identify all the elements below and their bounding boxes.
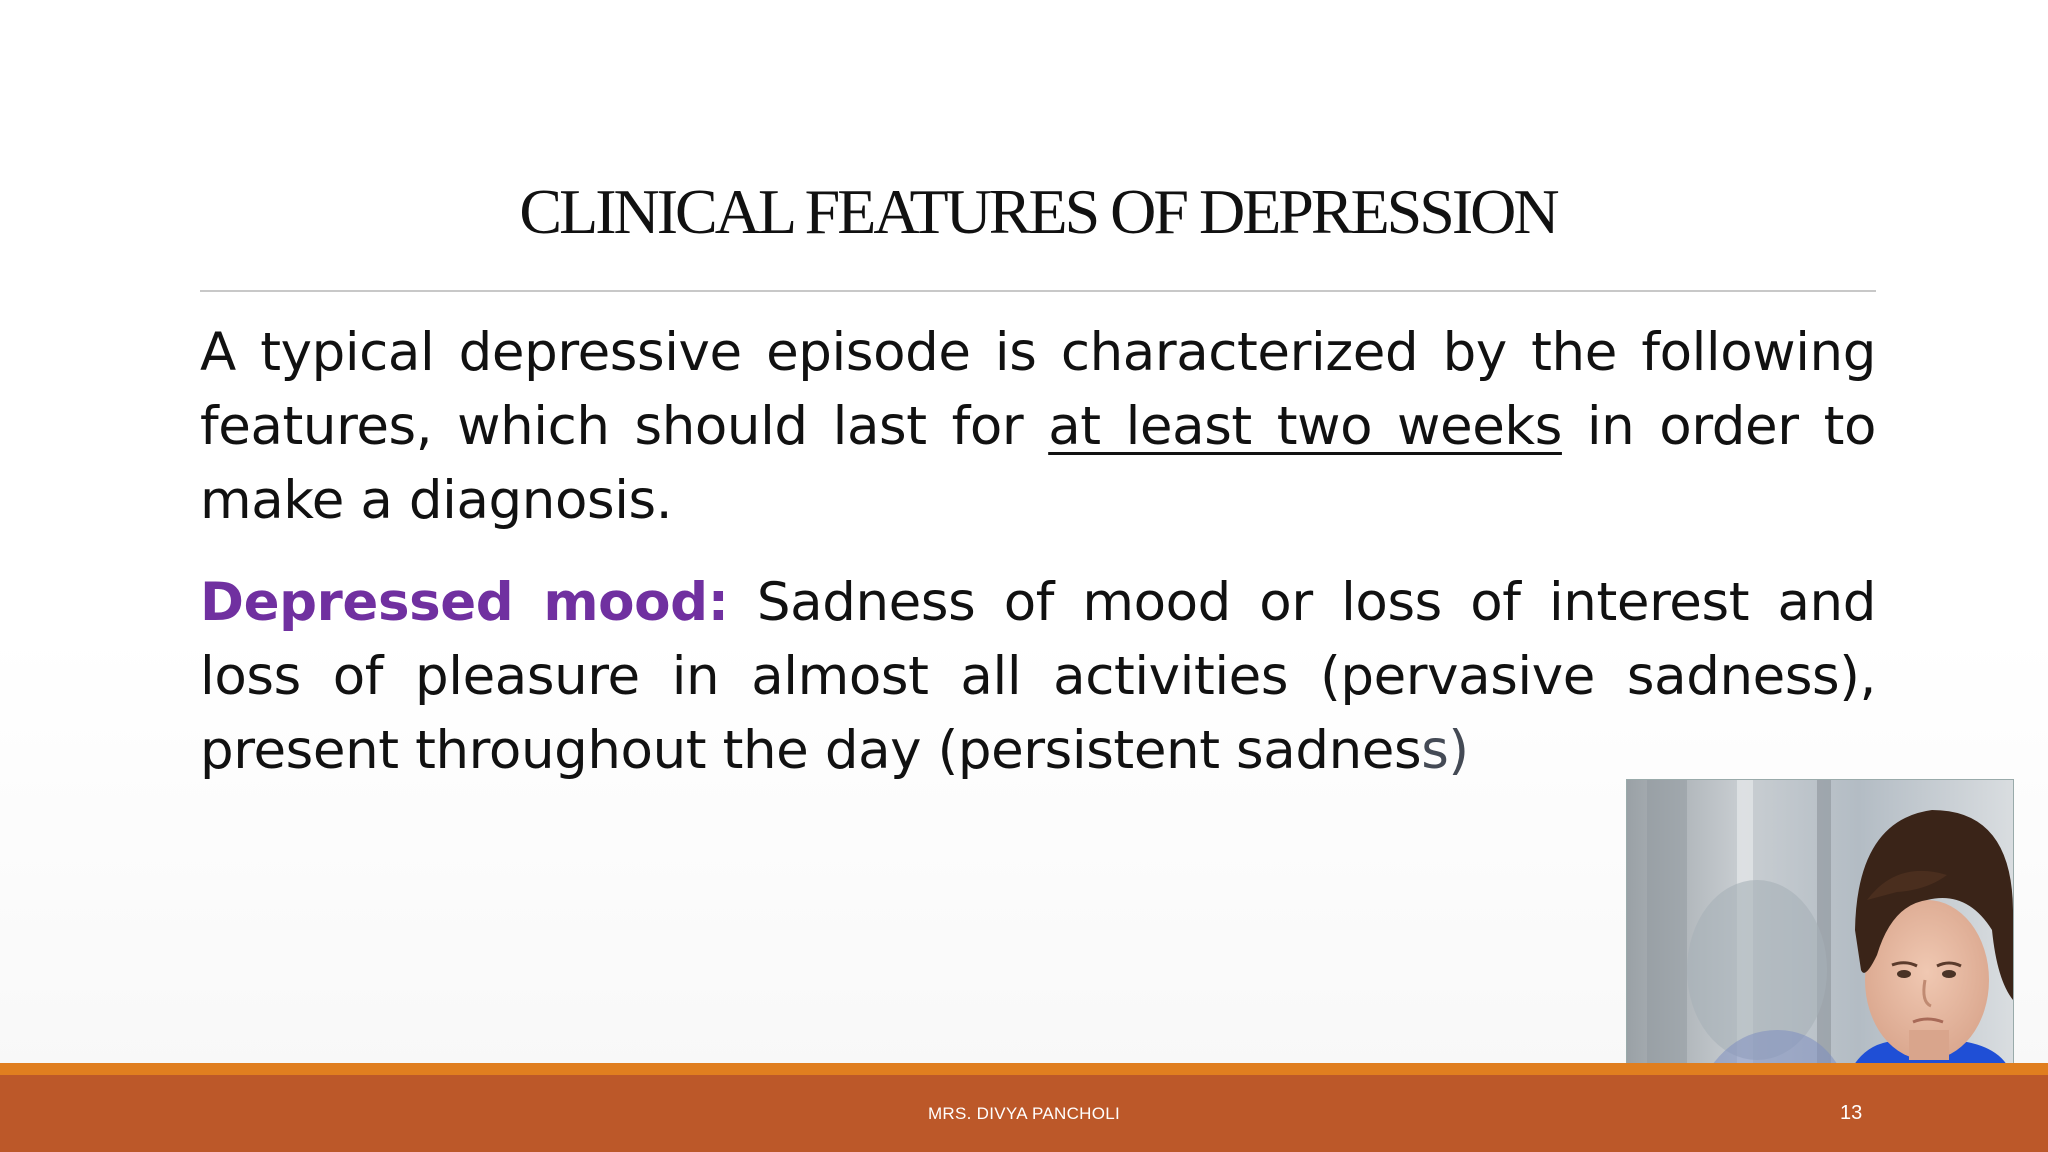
duration-emphasis: at least two weeks <box>1048 396 1562 457</box>
depressed-mood-text: Sadness of mood or loss of interest and loss of pleasure in almost all activities (pervasive sadness), present throughout the day (persistent sadnes <box>200 572 1876 781</box>
depressed-mood-paragraph <box>200 566 1876 788</box>
page-number: 13 <box>1840 1102 1863 1124</box>
depressed-mood-text-tail: s) <box>1421 720 1469 781</box>
depressed-mood-label: Depressed mood: <box>200 572 729 633</box>
intro-text: A typical depressive episode is characterized by the following features, which should last for <box>200 322 1876 457</box>
title-divider <box>200 290 1876 292</box>
intro-text-end: in order to make a diagnosis. <box>200 396 1876 531</box>
footer-accent-stripe <box>0 1063 2048 1075</box>
footer-author: MRS. DIVYA PANCHOLI <box>927 1104 1121 1123</box>
slide-title: CLINICAL FEATURES OF DEPRESSION <box>519 176 1557 247</box>
intro-paragraph <box>200 316 1876 538</box>
